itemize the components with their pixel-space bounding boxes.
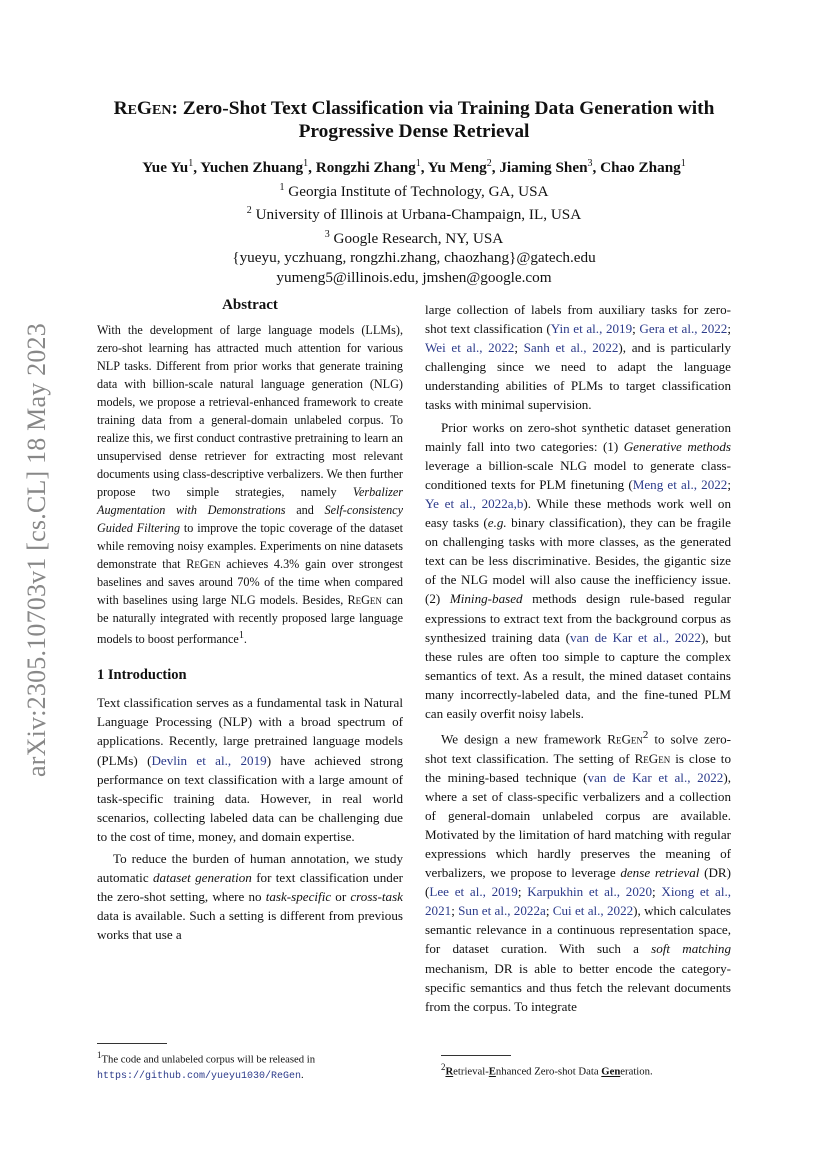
emphasis: Mining-based: [449, 591, 523, 607]
footnote-1: [97, 1048, 403, 1084]
title-line2: Progressive Dense Retrieval: [298, 121, 530, 142]
body-paragraph: [425, 726, 731, 1016]
affil-mark: 1: [415, 158, 421, 169]
author-name: Chao Zhang: [600, 159, 681, 177]
emphasis: task-specific: [265, 889, 332, 905]
emphasis: cross-task: [350, 889, 403, 905]
arxiv-sidebar: [12, 240, 62, 860]
abstract-text: achieves 4.3% gain over strongest baselines and saves around 70% of the time when compared with baselines using large NLG models. Besides,: [97, 557, 403, 608]
right-column: [425, 300, 731, 1016]
abstract-text: .: [243, 632, 247, 647]
body-text: ), but these rules are often too simple to capture the complex semantics of text. As a result, the mined dataset contains many incorrectly-labeled data, and the fine-tuned PLM can easily overfit noisy labels.: [425, 629, 731, 721]
affil-mark: 3: [587, 158, 593, 169]
footnote-text: eration.: [620, 1065, 653, 1078]
footnote-mark: 2: [642, 729, 649, 742]
body-text: ), where a set of class-specific verbalizers and a collection of general-domain unlabeled corpus are available. Motivated by the limitation of hard matching with regular expressions which hardly preserves the meaning of verbalizers, we propose to leverage: [425, 769, 731, 881]
body-text: Prior works on zero-shot synthetic dataset generation mainly fall into two categories: (1): [425, 419, 731, 454]
email-line-2: yumeng5@illinois.edu, jmshen@google.com: [276, 268, 552, 286]
code-url-link[interactable]: https://github.com/yueyu1030/ReGen: [97, 1070, 302, 1082]
method-name: ReGen: [186, 557, 221, 572]
body-text: ;: [727, 321, 731, 337]
body-text: leverage a billion-scale NLG model to generate class-conditioned texts for PLM finetuning (: [425, 457, 731, 492]
abstract-heading: Abstract: [222, 297, 278, 313]
email-line-1: {yueyu, yczhuang, rongzhi.zhang, chaozhang}@gatech.edu: [232, 249, 596, 267]
affil-mark: 1: [188, 158, 194, 169]
citation-link[interactable]: Devlin et al., 2019: [151, 752, 267, 768]
author-name: Yuchen Zhuang: [200, 159, 304, 177]
intro-paragraph: [97, 693, 403, 846]
author-name: Jiaming Shen: [499, 159, 588, 177]
acronym-letter: R: [445, 1065, 454, 1078]
body-text: To reduce the burden of human annotation, we study automatic: [97, 851, 403, 886]
citation-link[interactable]: Sun et al., 2022a: [458, 903, 546, 919]
affil-mark: 3: [324, 228, 330, 240]
footnote-text: etrieval-: [453, 1065, 489, 1078]
citation-link[interactable]: Meng et al., 2022: [632, 476, 728, 492]
emphasis: e.g.: [487, 515, 507, 531]
emphasis: dense retrieval: [620, 865, 700, 881]
abstract-text: can be naturally integrated with recently proposed large language models to boost performance: [97, 593, 403, 647]
body-text: ;: [514, 340, 524, 356]
affil-mark: 1: [303, 158, 309, 169]
body-text: mechanism, DR is able to better encode the category-specific semantics and thus fetch the relevant documents from the corpus. To integrate: [425, 960, 731, 1014]
paper-title: [90, 97, 738, 143]
body-text: for text classification under the zero-shot setting, where no: [97, 870, 403, 905]
section-heading-introduction: 1 Introduction: [97, 667, 187, 684]
left-column: [97, 240, 403, 944]
title-line1: : Zero-Shot Text Classification via Training Data Generation with: [171, 98, 715, 119]
affil-mark: 2: [246, 205, 252, 217]
abstract-body: [97, 321, 403, 648]
emphasis: Generative methods: [623, 438, 731, 454]
author-names: Yue Yu$^1$, Yuchen Zhuang$^1$, Rongzhi Zhang$^1$, Yu Meng$^2$, Jiaming Shen$^3$, Chao Zhang$^1$: [142, 158, 686, 177]
body-text: ;: [451, 903, 459, 919]
body-text: ), which calculates semantic relevance in a continuous representation space, for dataset curation. With such a: [425, 903, 731, 957]
footnote-mark: 1: [97, 1050, 102, 1060]
citation-link[interactable]: Cui et al., 2022: [552, 903, 634, 919]
method-name: ReGen: [607, 731, 643, 747]
abstract-emphasis: Self-consistency Guided Filtering: [97, 503, 403, 536]
abstract-text: With the development of large language models (LLMs), zero-shot learning has attracted much attention for various NLP tasks. Different from prior works that generate training data with billion-scale natural language generation (NLG) models, we propose a retrieval-enhanced framework to create training data from a general-domain unlabeled corpus. To realize this, we first conduct contrastive pretraining to learn an unsupervised dense retriever for extracting most relevant documents using class-descriptive verbalizers. We then further propose two simple strategies, namely: [97, 323, 403, 500]
body-paragraph: [425, 418, 731, 724]
citation-link[interactable]: Xiong et al., 2021: [425, 884, 732, 919]
citation-link[interactable]: Karpukhin et al., 2020: [527, 884, 652, 900]
footnote-text: nhanced Zero-shot Data: [495, 1065, 602, 1078]
citation-link[interactable]: Sanh et al., 2022: [523, 340, 619, 356]
title-name-gen: Gen: [136, 98, 172, 119]
abstract-emphasis: Verbalizer Augmentation with Demonstrations: [97, 485, 403, 518]
body-text: methods design rule-based regular expressions to extract text from the background corpus as synthesized training data (: [425, 591, 731, 645]
body-text: Text classification serves as a fundamental task in Natural Language Processing (NLP) with a broad spectrum of applications. Recently, large pretrained language models (PLMs) (: [97, 695, 403, 768]
author-name: Yu Meng: [427, 159, 487, 177]
emphasis: dataset generation: [152, 870, 252, 886]
citation-link[interactable]: Lee et al., 2019: [429, 884, 518, 900]
citation-link[interactable]: Yin et al., 2019: [550, 321, 633, 337]
footnote-text: The code and unlabeled corpus will be released in: [101, 1053, 316, 1066]
body-text: ;: [632, 321, 640, 337]
body-text: binary classification), they can be fragile on challenging tasks with more classes, as the generated text can be less discriminative. Besides, the gigantic size of the NLG model will also cause the inefficiency issue. (2): [425, 515, 731, 607]
body-text: We design a new framework: [441, 731, 608, 747]
affil-mark: 1: [680, 158, 686, 169]
body-text: ), and is particularly challenging since we need to adapt the language understanding abilities of PLMs to target classification tasks with minimal supervision.: [425, 340, 731, 413]
affil-mark: 1: [279, 181, 285, 193]
emphasis: soft matching: [651, 941, 731, 957]
acronym-letter: Gen: [601, 1065, 621, 1078]
affiliation-text: University of Illinois at Urbana-Champaign, IL, USA: [255, 206, 582, 224]
body-text: ). While these methods work well on easy tasks (: [425, 495, 732, 531]
footnote-mark: 2: [441, 1062, 446, 1072]
footnote-mark: 1: [238, 630, 244, 642]
body-text: ) have achieved strong performance on text classification with a large amount of task-specific training data. However, in real world scenarios, collecting labeled data can be challenging due to the cost of time, money, and domain expertise.: [97, 752, 403, 844]
author-name: Rongzhi Zhang: [315, 159, 416, 177]
affiliation-text: Google Research, NY, USA: [333, 229, 504, 247]
abstract-text: to improve the topic coverage of the dataset while removing noisy examples. Experiments on nine datasets demonstrate that: [97, 521, 403, 572]
body-text: (DR) (: [425, 865, 732, 900]
footnote-rule: [97, 1043, 167, 1044]
footnote-2: [441, 1060, 731, 1080]
citation-link[interactable]: Wei et al., 2022: [425, 340, 515, 356]
citation-link[interactable]: Gera et al., 2022: [639, 321, 728, 337]
body-text: is close to the mining-based technique (: [425, 750, 731, 785]
abstract-text: and: [285, 503, 325, 518]
affiliation-text: Georgia Institute of Technology, GA, USA: [288, 182, 549, 200]
body-text: to solve zero-shot text classification. The setting of: [425, 731, 731, 766]
method-name: ReGen: [347, 593, 382, 608]
author-name: Yue Yu: [142, 159, 189, 177]
citation-link[interactable]: van de Kar et al., 2022: [570, 629, 701, 645]
footnote-text: .: [301, 1068, 304, 1081]
body-paragraph: [425, 300, 731, 415]
body-text: or: [331, 889, 351, 905]
arxiv-id: arXiv:2305.10703v1 [cs.CL] 18 May 2023: [22, 323, 52, 777]
body-text: ;: [652, 884, 662, 900]
citation-link[interactable]: Ye et al., 2022a,b: [425, 495, 524, 511]
method-name: ReGen: [634, 750, 671, 766]
body-text: ;: [545, 903, 553, 919]
affiliation-2: [90, 201, 738, 225]
intro-paragraph: [97, 849, 403, 944]
footnote-rule: [441, 1055, 511, 1056]
affiliation-1: [90, 178, 738, 202]
citation-link[interactable]: van de Kar et al., 2022: [587, 769, 724, 785]
body-text: large collection of labels from auxiliary tasks for zero-shot text classification (: [425, 302, 731, 337]
body-text: ;: [727, 476, 731, 492]
title-name-re: Re: [113, 98, 137, 119]
body-text: ;: [517, 884, 528, 900]
acronym-letter: E: [488, 1065, 496, 1078]
body-text: data is available. Such a setting is different from previous works that use a: [97, 908, 403, 943]
affil-mark: 2: [486, 158, 492, 169]
